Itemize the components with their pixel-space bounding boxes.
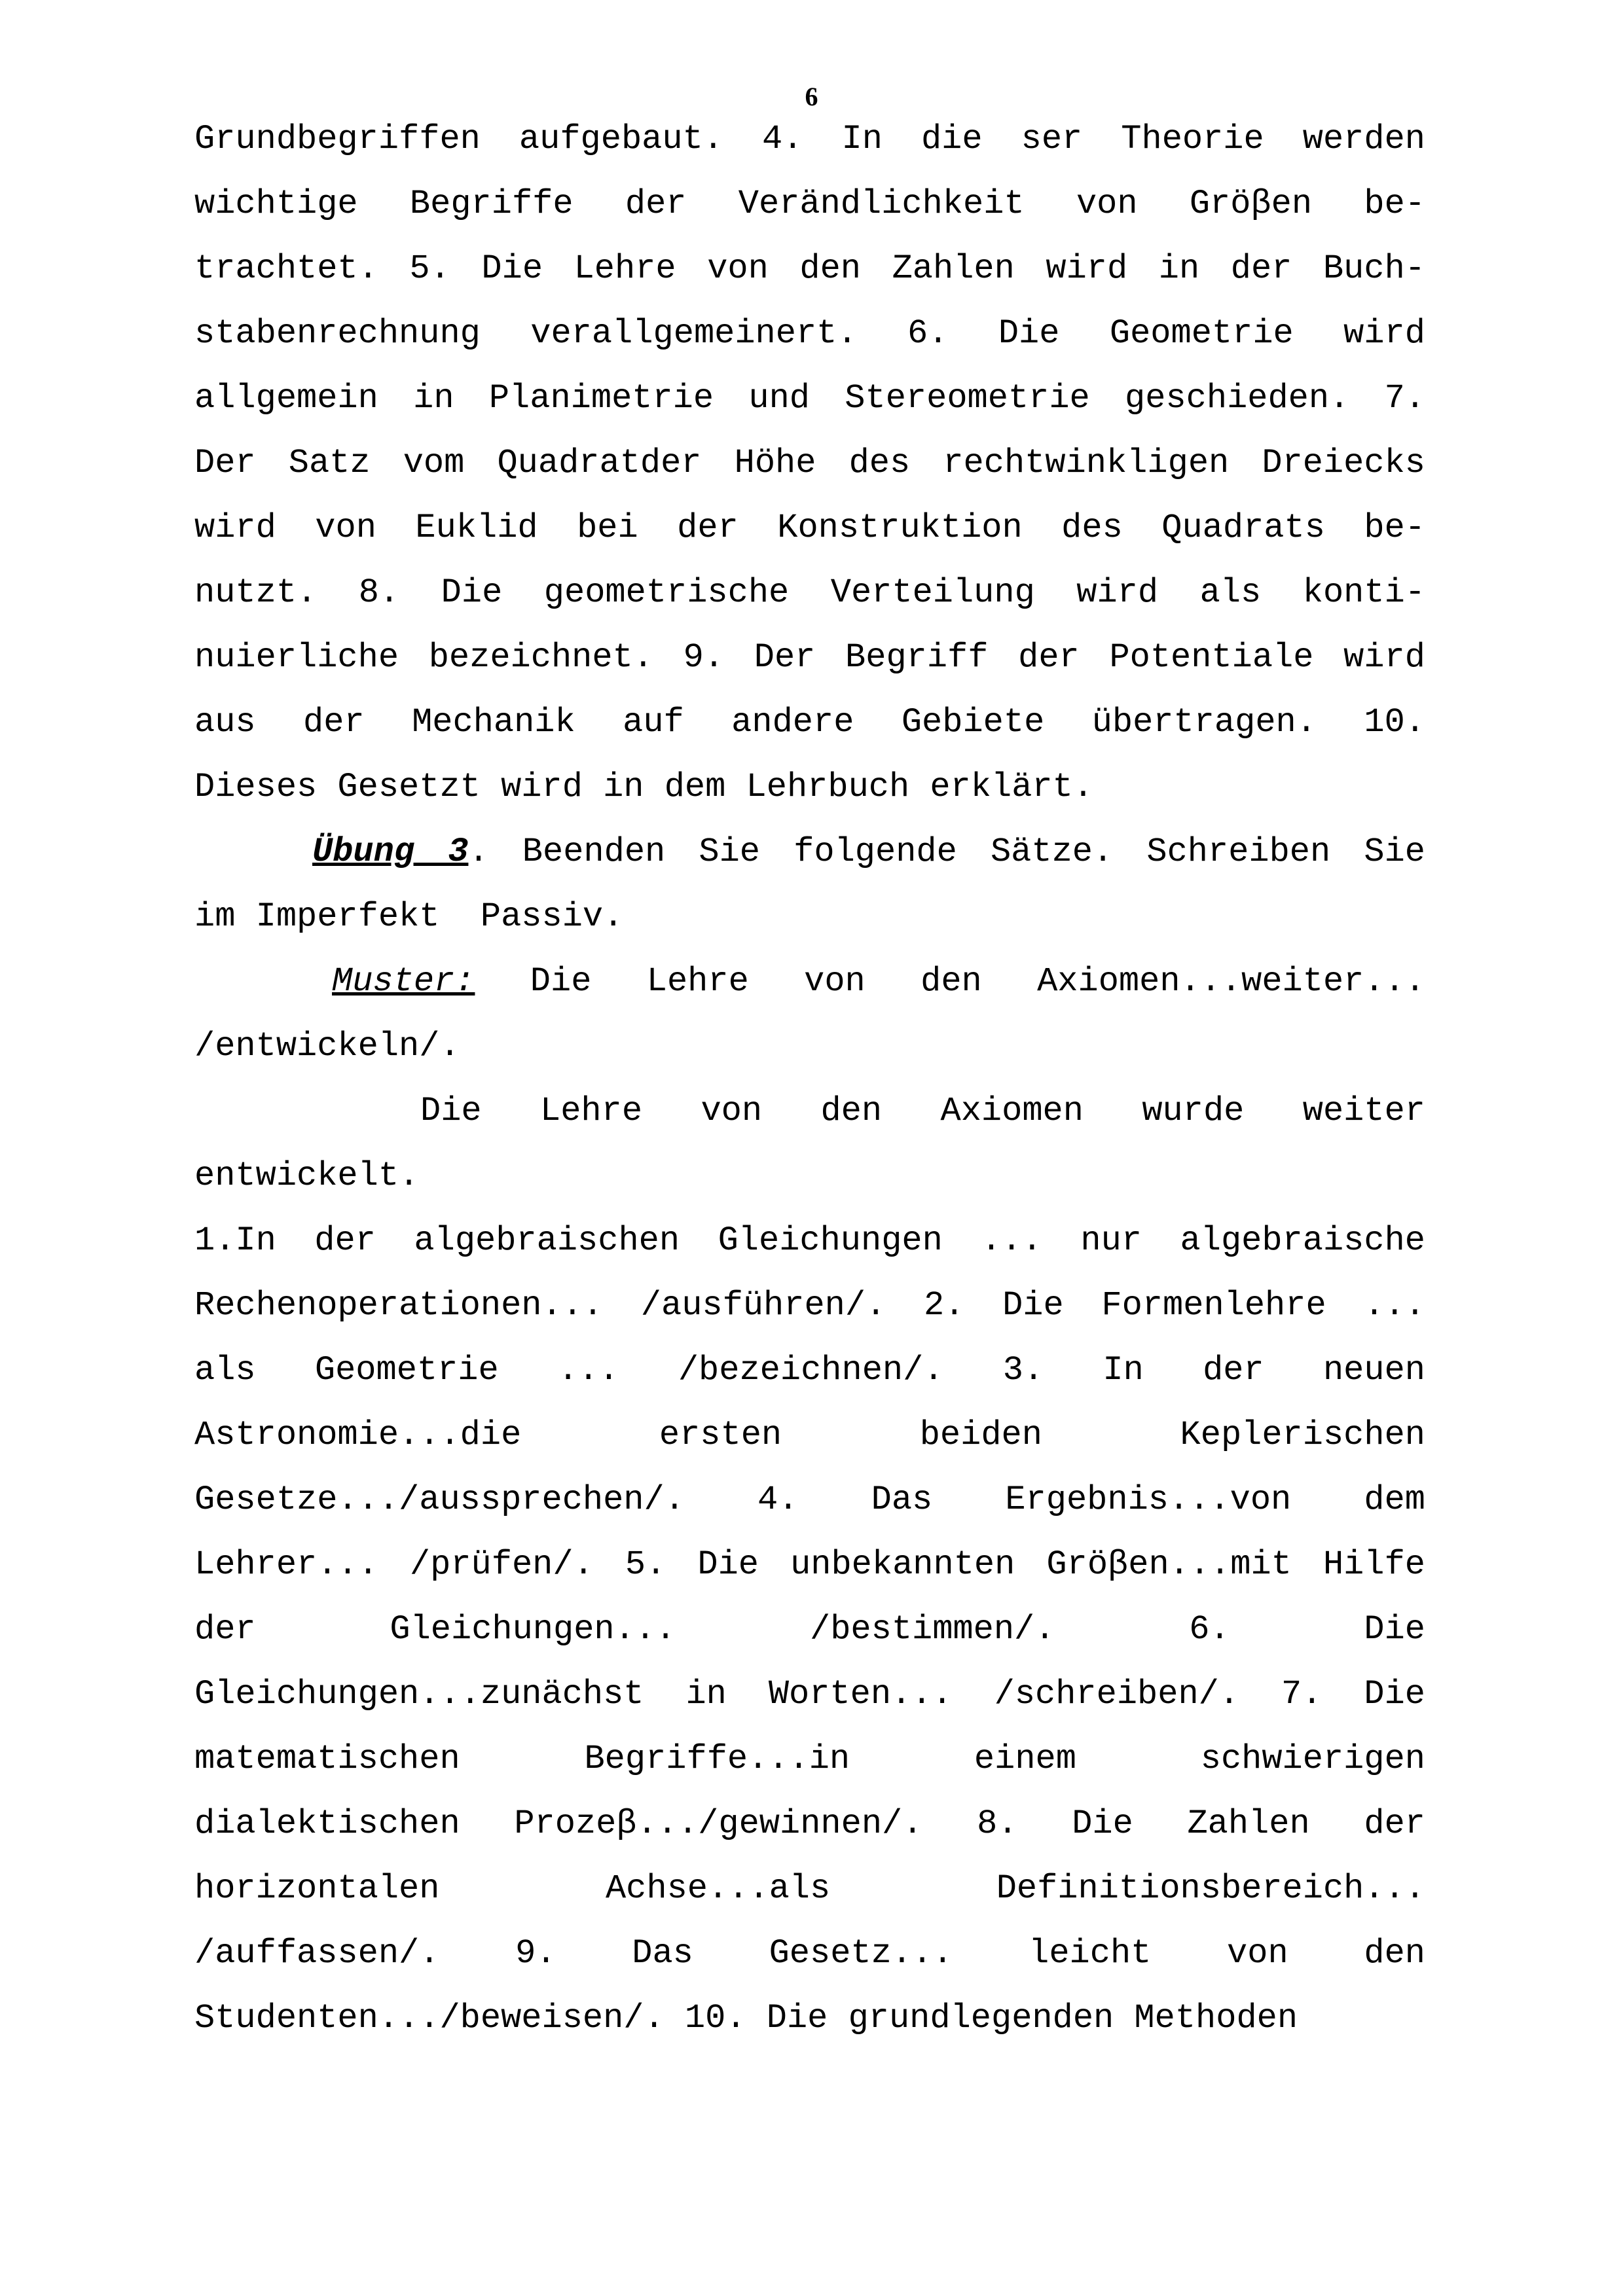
text-line: Rechenoperationen... /ausführen/. 2. Die Formenlehre ... (194, 1286, 1425, 1325)
example-block (194, 949, 1425, 1208)
page-number: 6 (805, 82, 818, 111)
text-line: Der Satz vom Quadratder Höhe des rechtwinkligen Dreiecks (194, 444, 1425, 482)
text-line: 1.In der algebraischen Gleichungen ... nur algebraische (194, 1221, 1425, 1260)
text-line: matematischen Begriffe...in einem schwierigen (194, 1740, 1425, 1778)
example-answer-cont: entwickelt. (194, 1157, 420, 1195)
text-line: der Gleichungen... /bestimmen/. 6. Die (194, 1610, 1425, 1649)
text-line: horizontalen Achse...als Definitionsbereich... (194, 1869, 1425, 1908)
exercise-instruction: Beenden Sie folgende Sätze. Schreiben Sie (522, 833, 1425, 871)
text-line: Grundbegriffen aufgebaut. 4. In die ser Theorie werden (194, 120, 1425, 158)
text-line: stabenrechnung verallgemeinert. 6. Die Geometrie wird (194, 314, 1425, 353)
text-line: Gleichungen...zunächst in Worten... /schreiben/. 7. Die (194, 1675, 1425, 1713)
exercise-block (194, 819, 1425, 949)
text-line: allgemein in Planimetrie und Stereometrie geschieden. 7. (194, 379, 1425, 418)
text-line: Gesetze.../aussprechen/. 4. Das Ergebnis...von dem (194, 1480, 1425, 1519)
exercise-sentences (194, 1208, 1425, 2051)
text-line: aus der Mechanik auf andere Gebiete übertragen. 10. (194, 703, 1425, 742)
text-line: nutzt. 8. Die geometrische Verteilung wird als konti- (194, 573, 1425, 612)
text-line: als Geometrie ... /bezeichnen/. 3. In der neuen (194, 1351, 1425, 1390)
text-line: wird von Euklid bei der Konstruktion des Quadrats be- (194, 509, 1425, 547)
exercise-label-suffix: . (468, 833, 489, 871)
text-line: /auffassen/. 9. Das Gesetz... leicht von den (194, 1934, 1425, 1973)
exercise-heading-line (194, 819, 1425, 884)
text-line: Dieses Gesetzt wird in dem Lehrbuch erklärt. (194, 768, 1094, 806)
exercise-instruction-cont: im Imperfekt Passiv. (194, 897, 624, 936)
text-line: Lehrer... /prüfen/. 5. Die unbekannten Gröβen...mit Hilfe (194, 1545, 1425, 1584)
text-line: trachtet. 5. Die Lehre von den Zahlen wird in der Buch- (194, 249, 1425, 288)
example-label: Muster: (332, 962, 475, 1001)
example-task: Die Lehre von den Axiomen...weiter... (530, 962, 1425, 1001)
example-task-line (194, 949, 1425, 1014)
text-line: dialektischen Prozeβ.../gewinnen/. 8. Die Zahlen der (194, 1804, 1425, 1843)
paragraph-block-1 (194, 107, 1425, 819)
text-line: Astronomie...die ersten beiden Keplerischen (194, 1416, 1425, 1454)
example-task-cont: /entwickeln/. (194, 1027, 460, 1066)
text-line: wichtige Begriffe der Verändlichkeit von Gröβen be- (194, 185, 1425, 223)
text-line: Studenten.../beweisen/. 10. Die grundlegenden Methoden (194, 1999, 1298, 2037)
exercise-label: Übung 3 (312, 833, 469, 871)
example-answer: Die Lehre von den Axiomen wurde weiter (420, 1092, 1425, 1130)
text-line: nuierliche bezeichnet. 9. Der Begriff der Potentiale wird (194, 638, 1425, 677)
